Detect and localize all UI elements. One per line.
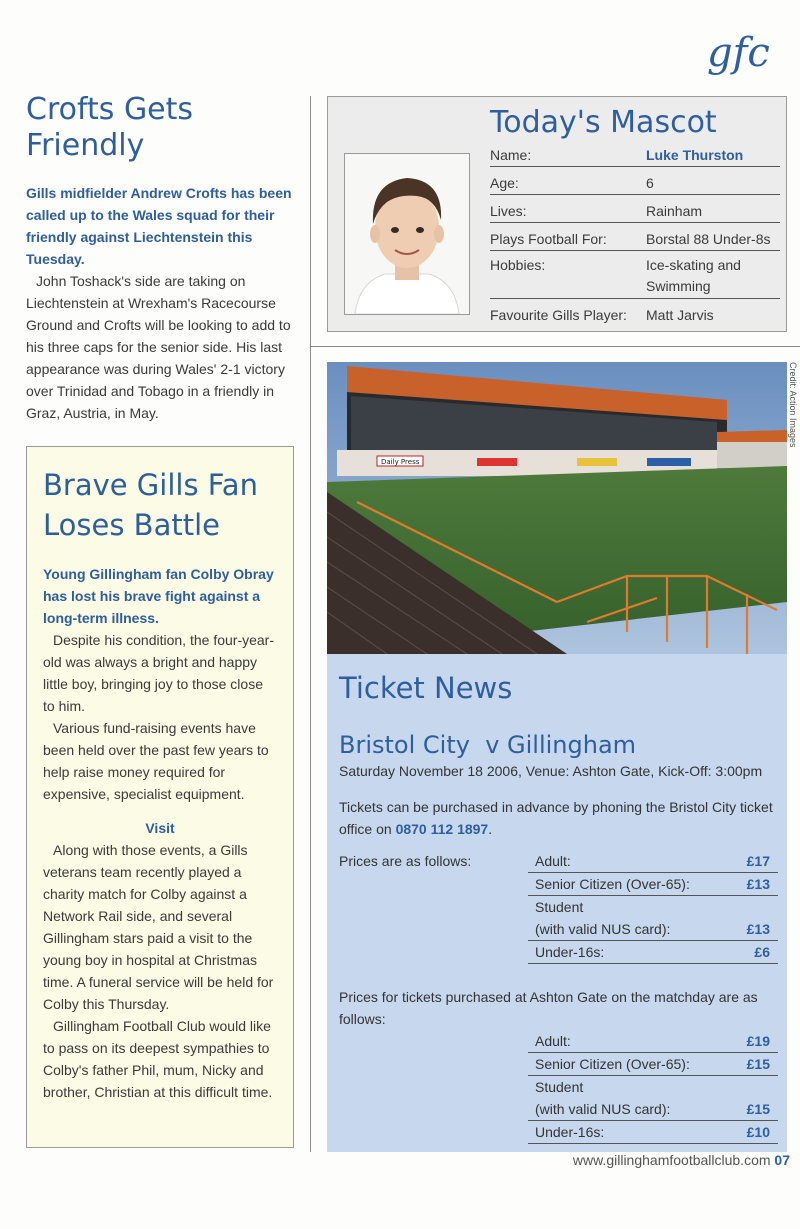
mascot-value: Matt Jarvis — [646, 307, 714, 323]
price-value: £13 — [746, 876, 770, 892]
mascot-label: Lives: — [490, 203, 527, 219]
price-category: Student — [535, 1079, 584, 1095]
brave-paragraph-2: Various fund-raising events have been held over the past few years to help raise money required for expensive, specialist equipment. — [43, 720, 269, 802]
mascot-title: Today's Mascot — [490, 105, 717, 140]
price-row — [528, 941, 778, 964]
ticket-intro-text: Tickets can be purchased in advance by phoning the Bristol City ticket office on — [339, 799, 773, 837]
row-rule — [490, 222, 780, 223]
mascot-photo — [344, 153, 470, 315]
price-category: Adult: — [535, 853, 571, 869]
ticket-intro-end: . — [488, 821, 493, 837]
ticket-office-phone: 0870 112 1897 — [395, 821, 489, 837]
logo-text: gfc — [707, 30, 770, 76]
column-divider — [310, 96, 311, 1152]
match-title: Bristol City v Gillingham — [339, 731, 637, 759]
price-category: Under-16s: — [535, 944, 605, 960]
brave-headline-line2: Loses Battle — [43, 508, 220, 542]
advert-board: Daily Press — [381, 458, 420, 466]
brave-paragraph-3: Along with those events, a Gills veterans team recently played a charity match for Colby against a Network Rail side, and several Gillingham stars paid a visit to the young boy in hospital at Christmas time. A funeral service will be held for Colby this Thursday. — [43, 842, 274, 1012]
mascot-label: Name: — [490, 147, 532, 163]
price-category: Senior Citizen (Over-65): — [535, 1056, 690, 1072]
crofts-lede: Gills midfielder Andrew Crofts has been called up to the Wales squad for their friendly against Liechtenstein this Tuesday. — [26, 185, 292, 267]
price-value: £15 — [746, 1101, 770, 1117]
mascot-panel — [327, 96, 787, 332]
footer-url: www.gillinghamfootballclub.com — [572, 1152, 771, 1168]
mascot-value-line2: Swimming — [646, 278, 711, 294]
brave-paragraph-4: Gillingham Football Club would like to pass on its deepest sympathies to Colby's father Phil, mum, Nicky and brother, Christian at this difficult time. — [43, 1018, 273, 1100]
crofts-article — [26, 92, 298, 424]
mascot-value: 6 — [646, 175, 654, 191]
price-category-line2: (with valid NUS card): — [535, 921, 671, 937]
price-category: Under-16s: — [535, 1124, 605, 1140]
brave-paragraph-1: Despite his condition, the four-year-old was always a bright and happy little boy, bringing joy to those close to him. — [43, 632, 274, 714]
photo-credit-text: Credit: Action Images — [788, 362, 798, 448]
mascot-label: Favourite Gills Player: — [490, 307, 627, 323]
advance-price-table — [528, 850, 778, 964]
crofts-headline-line2: Friendly — [26, 128, 145, 163]
price-category: Senior Citizen (Over-65): — [535, 876, 690, 892]
advance-prices-label: Prices are as follows: — [339, 853, 472, 869]
price-row — [528, 1121, 778, 1144]
row-rule — [490, 250, 780, 251]
club-logo — [705, 28, 785, 84]
row-rule — [490, 298, 780, 299]
crofts-body: John Toshack's side are taking on Liechtenstein at Wrexham's Racecourse Ground and Crofts will be looking to add to his three caps for the senior side. His last appearance was during Wales' 2-1 victory over Trinidad and Tobago in a friendly in Graz, Austria, in May. — [26, 273, 291, 421]
price-row — [528, 1076, 778, 1121]
page-footer — [573, 1152, 790, 1168]
brave-lede: Young Gillingham fan Colby Obray has lost his brave fight against a long-term illness. — [43, 566, 274, 626]
price-value: £15 — [746, 1056, 770, 1072]
price-value: £19 — [746, 1033, 770, 1049]
matchday-price-table — [528, 1030, 778, 1144]
mascot-label: Age: — [490, 175, 519, 191]
price-category-line2: (with valid NUS card): — [535, 1101, 671, 1117]
page-number: 07 — [774, 1152, 790, 1168]
row-rule — [490, 194, 780, 195]
mascot-value: Ice-skating and — [646, 257, 741, 273]
brave-fan-article — [26, 446, 294, 1148]
price-row — [528, 1053, 778, 1076]
price-value: £13 — [746, 921, 770, 937]
section-divider — [310, 346, 800, 347]
price-value: £6 — [754, 944, 770, 960]
mascot-label: Plays Football For: — [490, 231, 607, 247]
price-value: £17 — [746, 853, 770, 869]
price-row — [528, 850, 778, 873]
price-category: Student — [535, 899, 584, 915]
ticket-intro — [339, 796, 775, 840]
price-row — [528, 873, 778, 896]
crofts-headline — [26, 92, 298, 164]
brave-headline-line1: Brave Gills Fan — [43, 468, 258, 502]
crofts-headline-line1: Crofts Gets — [26, 92, 194, 127]
price-row — [528, 896, 778, 941]
brave-headline — [43, 465, 277, 545]
ticket-news — [327, 654, 787, 1152]
mascot-label: Hobbies: — [490, 257, 546, 273]
mascot-value: Rainham — [646, 203, 703, 219]
price-value: £10 — [746, 1124, 770, 1140]
price-category: Adult: — [535, 1033, 571, 1049]
mascot-value: Borstal 88 Under-8s — [646, 231, 771, 247]
row-rule — [490, 166, 780, 167]
match-details: Saturday November 18 2006, Venue: Ashton Gate, Kick-Off: 3:00pm — [339, 763, 763, 779]
mascot-value: Luke Thurston — [646, 147, 744, 163]
ticket-title: Ticket News — [339, 671, 513, 705]
photo-credit — [786, 362, 800, 482]
matchday-prices-label: Prices for tickets purchased at Ashton Gate on the matchday are as follows: — [339, 989, 758, 1027]
brave-subheading: Visit — [145, 820, 175, 836]
stadium-photo — [327, 362, 787, 654]
price-row — [528, 1030, 778, 1053]
